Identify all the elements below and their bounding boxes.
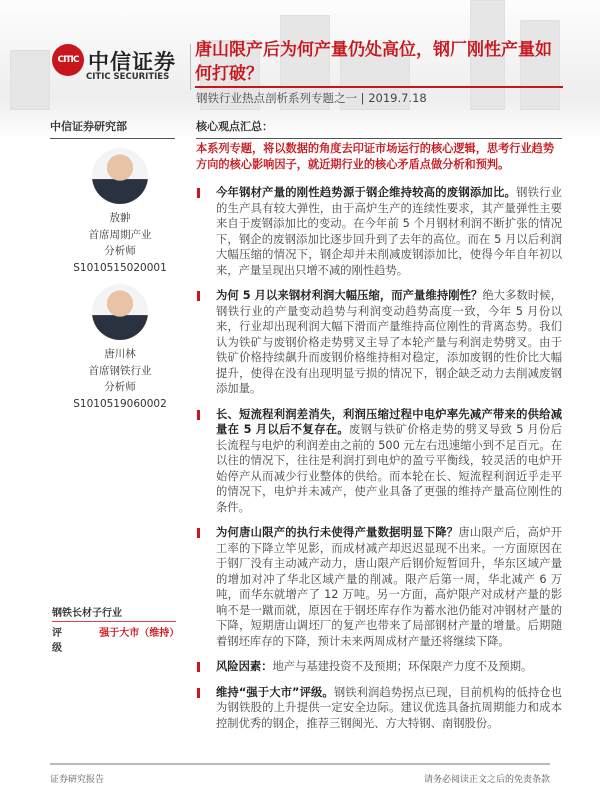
summary-heading: 核心观点汇总： xyxy=(196,118,562,139)
key-point xyxy=(196,407,562,516)
analyst-card xyxy=(50,284,190,412)
analyst-role: 分析师 xyxy=(104,381,136,393)
analyst-id: S1010515020001 xyxy=(73,261,167,274)
industry-name: 钢铁长材子行业 xyxy=(52,604,176,622)
point-lead: 风险因素： xyxy=(216,660,273,673)
analyst-name: 敖翀 xyxy=(109,212,131,224)
footer-disclaimer: 请务必阅读正文之后的免责条款 xyxy=(423,775,550,785)
report-date: 2019.7.18 xyxy=(368,91,427,105)
bullet-marker-icon xyxy=(197,528,200,538)
point-body: 钢铁利润趋势拐点已现，目前机构的低持仓也为钢铁股的上升提供一定安全边际。建议优选具备抗周期能力和成本控制优秀的钢企，推荐三钢闽光、方大特钢、南钢股份。 xyxy=(216,685,562,730)
report-title: 唐山限产后为何产量仍处高位，钢厂刚性产量如何打破？ xyxy=(195,40,552,84)
brand-name-en: CITIC SECURITIES xyxy=(86,72,170,82)
point-body: 废钢与铁矿价格走势的劈叉导致 5 月份后长流程与电炉的利润差由之前的 500 元左右迅速缩小到不足百元。在以往的情况下，往往是利润打到电炉的盈亏平衡线，较灵活的电炉开始停产从而减少行业整体的供给。而本轮在长、短流程利润近乎走平的情况下，电炉并未减产，使产业具备了更强的维持产量高位刚性的条件。 xyxy=(216,423,562,514)
bullet-marker-icon xyxy=(197,688,200,698)
summary-intro: 本系列专题，将以数据的角度去印证市场运行的核心逻辑，思考行业趋势方向的核心影响因子，就近期行业的核心矛盾点做分析和预判。 xyxy=(196,142,555,171)
point-body: 地产与基建投资不及预期；环保限产力度不及预期。 xyxy=(272,660,533,673)
key-point xyxy=(196,659,562,675)
point-lead: 今年钢材产量的刚性趋势源于钢企维持较高的废钢添加比。 xyxy=(216,186,517,199)
footer-report-type: 证券研究报告 xyxy=(50,775,105,785)
title-underline xyxy=(195,86,563,88)
report-subtitle xyxy=(196,90,427,106)
dept-heading: 中信证券研究部 xyxy=(50,118,175,139)
point-lead: 长、短流程利润差消失，利润压缩过程中电炉率先减产带来的供给减量在 5 月以后不复存在。 xyxy=(216,407,562,436)
analyst-title: 首席周期产业 xyxy=(88,228,152,241)
point-lead: 为何 5 月以来钢材利润大幅压缩，而产量维持刚性？ xyxy=(216,289,483,302)
analyst-name: 唐川林 xyxy=(104,348,136,360)
key-point xyxy=(196,185,562,278)
bullet-marker-icon xyxy=(197,188,200,198)
rating-value: 强于大市（维持） xyxy=(99,628,180,639)
rating-label: 评级 xyxy=(52,628,62,654)
key-points xyxy=(196,185,562,731)
point-lead: 维持“强于大市”评级。 xyxy=(216,685,334,699)
point-body: 唐山限产后，高炉开工率的下降立竿见影，而成材减产却迟迟显现不出来。一方面原因在于钢厂没有主动减产动力，唐山限产后钢价短暂回升，华东区域产量的增加对冲了华北区域产量的削减。限产后第一周，华北减产 6 万吨，而华东就增产了 12 万吨。另一方面，高炉限产对成材产量的影响不是一蹴而就，原因在于钢坯库存作为蓄水池仍能对冲钢材产量的下降，短期唐山调坯厂的复产也带来了局部钢材产量的增量。后期随着钢坯库存的下降，预计未来两周成材产量还将继续下降。 xyxy=(216,526,562,648)
analyst-role: 分析师 xyxy=(104,245,136,257)
analyst-id: S1010519060002 xyxy=(73,397,167,410)
summary-column xyxy=(196,141,562,741)
point-lead: 为何唐山限产的执行未使得产量数据明显下降？ xyxy=(216,526,459,539)
analyst-photo xyxy=(92,148,148,204)
page-footer xyxy=(50,763,550,785)
analyst-title: 首席钢铁行业 xyxy=(88,364,152,377)
key-point xyxy=(196,685,562,732)
bullet-marker-icon xyxy=(197,291,200,301)
header-divider xyxy=(190,44,191,90)
key-point xyxy=(196,288,562,397)
bullet-marker-icon xyxy=(197,662,200,672)
key-point xyxy=(196,525,562,649)
brand-name-cn: 中信证券 xyxy=(88,50,176,74)
separator: | xyxy=(360,91,365,105)
analyst-photo xyxy=(92,284,148,340)
rating-block xyxy=(52,604,180,654)
point-body: 钢铁行业的生产具有较大弹性，由于高炉生产的连续性要求，其产量弹性主要来自于废钢添加比的变动。在今年前 5 个月钢材利润不断扩张的情况下，钢企的废钢添加比逐步回升到了去年的高位。而在 5 月以后利润大幅压缩的情况下，钢企却并未削减废钢添加比，使得今年自年初以来，产量呈现出只增不减的刚性趋势。 xyxy=(216,186,562,277)
series-name: 钢铁行业热点剖析系列专题之一 xyxy=(196,91,357,105)
point-body: 绝大多数时候，钢铁行业的产量变动趋势与利润变动趋势高度一致，今年 5 月份以来，行业却出现利润大幅下滑而产量维持高位刚性的背离态势。我们认为铁矿与废钢价格走势劈叉主导了本轮产量与利润走势劈叉。由于铁矿价格持续飙升而废钢价格维持相对稳定，添加废钢的性价比大幅提升，使得在没有出现明显亏损的情况下，钢企缺乏动力去削减废钢添加量。 xyxy=(216,289,562,395)
bullet-marker-icon xyxy=(197,410,200,420)
citic-logo-mark: CITIC xyxy=(52,44,84,76)
analyst-card xyxy=(50,148,190,276)
